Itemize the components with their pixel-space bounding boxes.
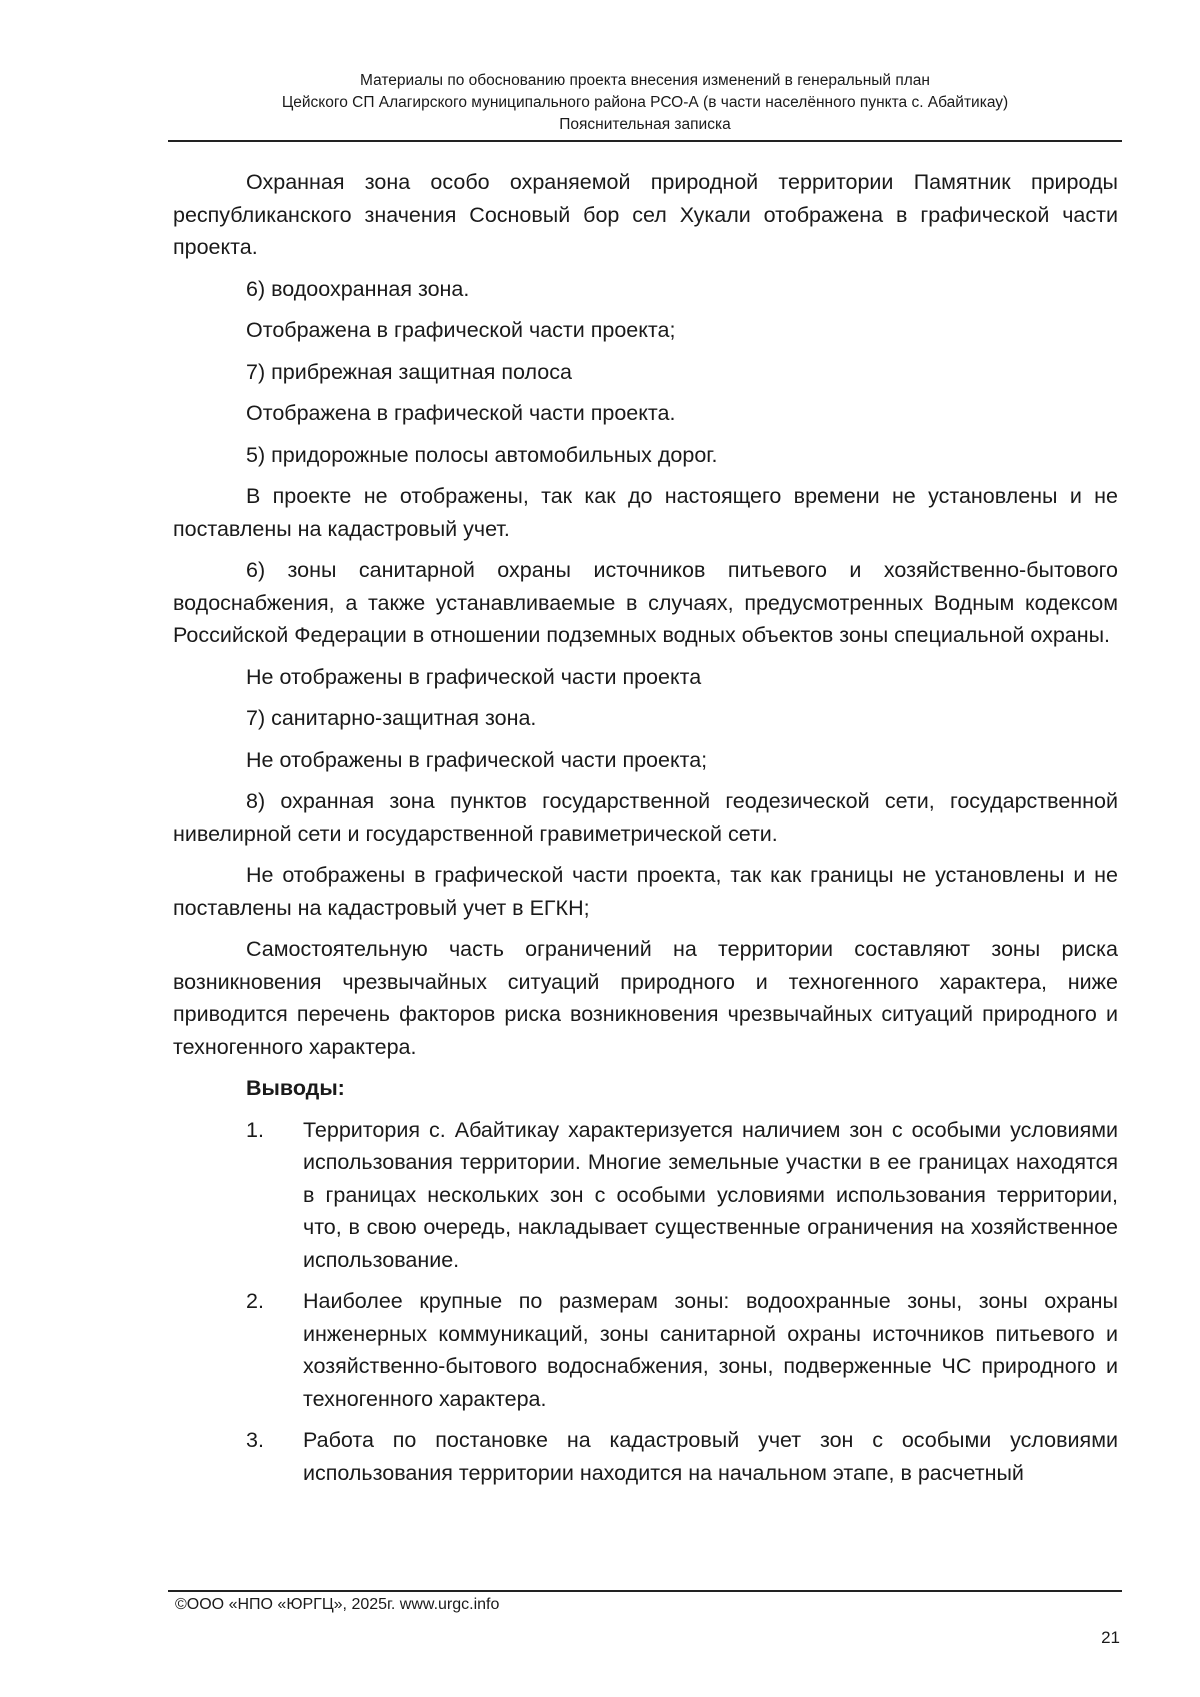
paragraph: 6) водоохранная зона. bbox=[246, 276, 470, 301]
paragraph: В проекте не отображены, так как до настоящего времени не установлены и не поставлены на кадастровый учет. bbox=[173, 484, 1118, 541]
paragraph: Не отображены в графической части проекта; bbox=[246, 747, 708, 772]
list-item-text: Наиболее крупные по размерам зоны: водоохранные зоны, зоны охраны инженерных коммуникаций, зоны санитарной охраны источников питьевого и хозяйственно-бытового водоснабжения, зоны, подверженные ЧС природного и техногенного характера. bbox=[303, 1289, 1118, 1411]
paragraph: Не отображены в графической части проекта bbox=[246, 664, 702, 689]
conclusions-heading: Выводы: bbox=[246, 1076, 345, 1100]
list-item bbox=[173, 1424, 1118, 1489]
paragraph: Отображена в графической части проекта; bbox=[246, 318, 676, 342]
page-header bbox=[168, 70, 1122, 136]
header-line-3: Пояснительная записка bbox=[559, 116, 731, 133]
list-item-number: 2. bbox=[246, 1289, 264, 1313]
footer-divider bbox=[168, 1590, 1122, 1592]
document-body bbox=[173, 166, 1118, 1489]
header-divider bbox=[168, 140, 1122, 142]
list-item-text: Территория с. Абайтикау характеризуется наличием зон с особыми условиями использования территории. Многие земельные участки в ее границах находятся в границах нескольких зон с особыми условиями использования территории, что, в свою очередь, накладывает существенные ограничения на хозяйственное использование. bbox=[303, 1117, 1118, 1272]
conclusions-list bbox=[173, 1114, 1118, 1490]
paragraph: 5) придорожные полосы автомобильных дорог. bbox=[246, 442, 718, 467]
paragraph: 8) охранная зона пунктов государственной геодезической сети, государственной нивелирной сети и государственной гравиметрической сети. bbox=[173, 789, 1118, 846]
list-item bbox=[173, 1285, 1118, 1415]
paragraph: Самостоятельную часть ограничений на территории составляют зоны риска возникновения чрезвычайных ситуаций природного и техногенного характера, ниже приводится перечень факторов риска возникновения чрезвычайных ситуаций природного и техногенного характера. bbox=[173, 937, 1118, 1059]
paragraph: Отображена в графической части проекта. bbox=[246, 401, 676, 425]
list-item-number: 1. bbox=[246, 1117, 264, 1142]
list-item-text: Работа по постановке на кадастровый учет зон с особыми условиями использования территории находится на начальном этапе, в расчетный bbox=[303, 1428, 1118, 1485]
footer-copyright: ©ООО «НПО «ЮРГЦ», 2025г. www.urgc.info bbox=[175, 1596, 500, 1613]
paragraph: 7) санитарно-защитная зона. bbox=[246, 706, 537, 730]
paragraph: Не отображены в графической части проекта, так как границы не установлены и не поставлены на кадастровый учет в ЕГКН; bbox=[173, 863, 1118, 920]
page-number: 21 bbox=[1101, 1628, 1120, 1647]
paragraph: 6) зоны санитарной охраны источников питьевого и хозяйственно-бытового водоснабжения, а также устанавливаемые в случаях, предусмотренных Водным кодексом Российской Федерации в отношении подземных водных объектов зоны специальной охраны. bbox=[173, 558, 1118, 647]
header-line-1: Материалы по обоснованию проекта внесения изменений в генеральный план bbox=[360, 72, 930, 89]
paragraph: 7) прибрежная защитная полоса bbox=[246, 359, 572, 384]
list-item bbox=[173, 1114, 1118, 1277]
list-item-number: 3. bbox=[246, 1428, 264, 1452]
header-line-2: Цейского СП Алагирского муниципального района РСО-А (в части населённого пункта с. Абайтикау) bbox=[281, 94, 1009, 111]
paragraph: Охранная зона особо охраняемой природной территории Памятник природы республиканского значения Сосновый бор сел Хукали отображена в графической части проекта. bbox=[173, 170, 1118, 259]
